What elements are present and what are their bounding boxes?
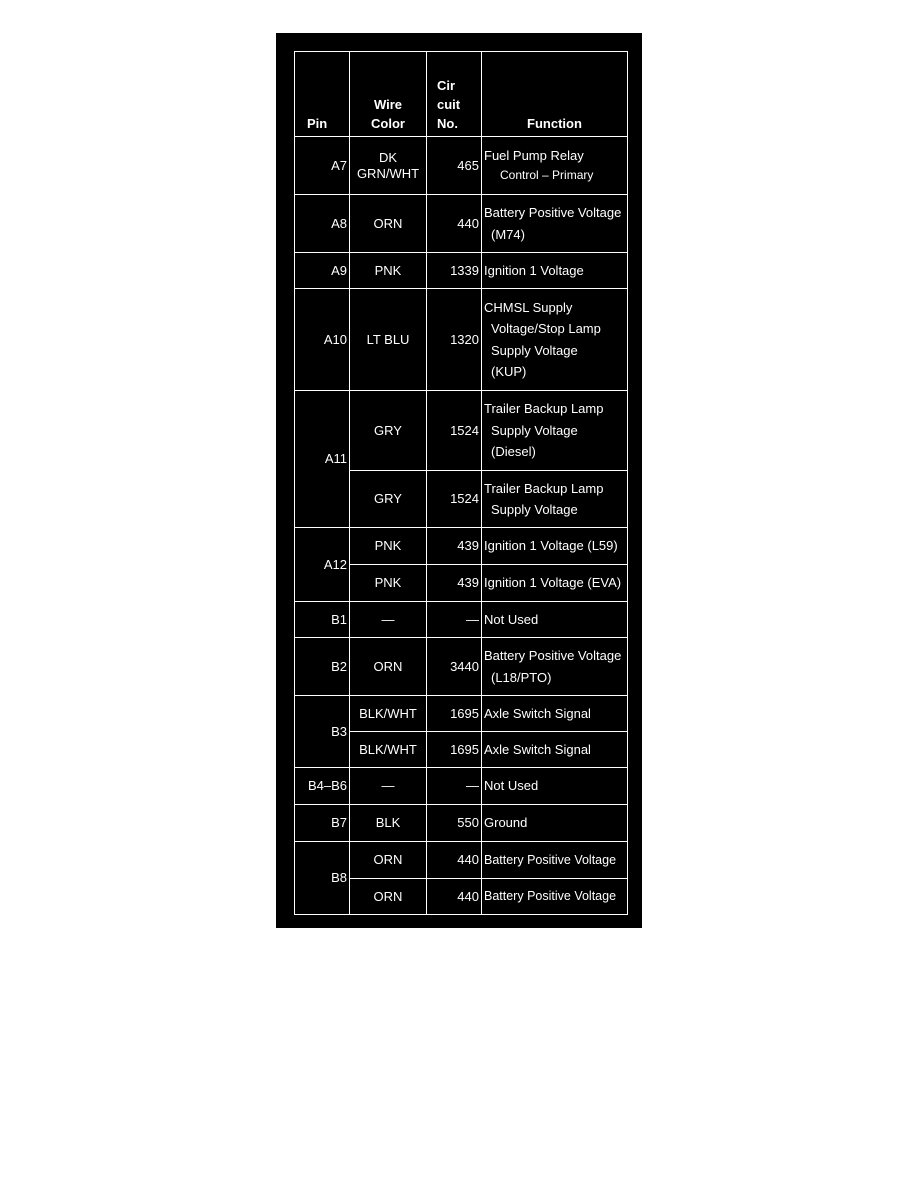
table-row [295,696,628,732]
function-cell: Battery Positive Voltage [482,879,628,915]
circuit-cell: 439 [427,528,482,565]
circuit-cell: 550 [427,805,482,842]
pin-cell: B3 [295,696,350,768]
table-row [295,391,628,471]
wire-color-cell: GRY [350,471,427,528]
function-cell: Battery Positive Voltage (L18/PTO) [482,638,628,696]
function-cell: Axle Switch Signal [482,732,628,768]
table-header-row [295,52,628,137]
pin-cell: A11 [295,391,350,528]
pin-cell: B8 [295,842,350,915]
wire-color-cell: ORN [350,195,427,253]
function-cell: Ground [482,805,628,842]
pin-cell: A7 [295,137,350,195]
wire-color-cell: ORN [350,638,427,696]
wire-color-cell: LT BLU [350,289,427,391]
table-row [295,195,628,253]
function-cell: Ignition 1 Voltage [482,253,628,289]
circuit-cell: 1339 [427,253,482,289]
table-row [295,528,628,565]
wire-color-cell: PNK [350,565,427,602]
function-cell: Not Used [482,768,628,805]
table-row [295,602,628,638]
pin-cell: A9 [295,253,350,289]
function-cell: Battery Positive Voltage (M74) [482,195,628,253]
wire-color-cell: — [350,768,427,805]
table-row [295,805,628,842]
header-function: Function [482,52,628,137]
wire-color-cell: GRY [350,391,427,471]
connector-pinout-panel [276,33,642,928]
circuit-cell: 1320 [427,289,482,391]
pin-cell: A10 [295,289,350,391]
wire-color-cell: PNK [350,253,427,289]
circuit-cell: 3440 [427,638,482,696]
wire-color-cell: BLK [350,805,427,842]
circuit-cell: 440 [427,879,482,915]
circuit-cell: — [427,602,482,638]
function-cell: Axle Switch Signal [482,696,628,732]
circuit-cell: 440 [427,195,482,253]
function-cell: Trailer Backup Lamp Supply Voltage (Diesel) [482,391,628,471]
header-circuit-no: Cir cuit No. [427,52,482,137]
header-wire-color: Wire Color [350,52,427,137]
wire-color-cell: PNK [350,528,427,565]
wire-color-cell: ORN [350,879,427,915]
wire-color-cell: BLK/WHT [350,732,427,768]
function-cell: CHMSL Supply Voltage/Stop Lamp Supply Voltage (KUP) [482,289,628,391]
function-cell: Trailer Backup Lamp Supply Voltage [482,471,628,528]
circuit-cell: 439 [427,565,482,602]
function-cell: Ignition 1 Voltage (L59) [482,528,628,565]
circuit-cell: 1695 [427,696,482,732]
circuit-cell: 440 [427,842,482,879]
function-cell: Ignition 1 Voltage (EVA) [482,565,628,602]
function-cell: Fuel Pump Relay Control – Primary [482,137,628,195]
circuit-cell: 465 [427,137,482,195]
wire-color-cell: DK GRN/WHT [350,137,427,195]
function-cell: Not Used [482,602,628,638]
table-row [295,638,628,696]
table-row [295,768,628,805]
circuit-cell: 1524 [427,471,482,528]
table-row [295,137,628,195]
circuit-cell: 1524 [427,391,482,471]
pin-cell: A8 [295,195,350,253]
wire-color-cell: — [350,602,427,638]
table-row [295,253,628,289]
pin-cell: A12 [295,528,350,602]
wire-color-cell: BLK/WHT [350,696,427,732]
pin-cell: B7 [295,805,350,842]
table-row [295,842,628,879]
pin-cell: B4–B6 [295,768,350,805]
pin-cell: B1 [295,602,350,638]
header-pin: Pin [295,52,350,137]
connector-pinout-table [294,51,628,915]
table-row [295,289,628,391]
wire-color-cell: ORN [350,842,427,879]
pin-cell: B2 [295,638,350,696]
function-cell: Battery Positive Voltage [482,842,628,879]
circuit-cell: 1695 [427,732,482,768]
circuit-cell: — [427,768,482,805]
